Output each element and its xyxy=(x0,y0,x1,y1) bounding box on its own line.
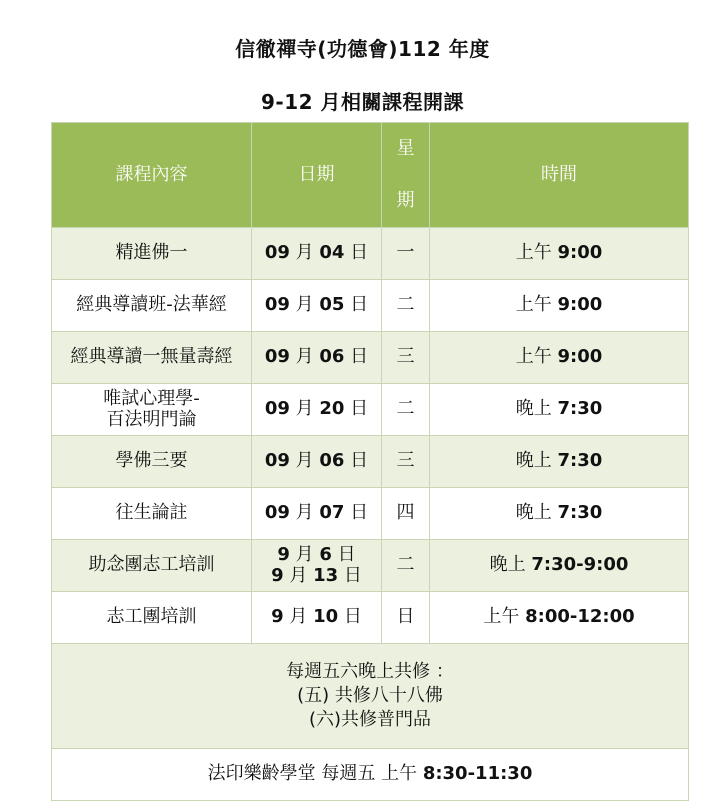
footer-time: 8:30-11:30 xyxy=(422,763,533,785)
header-time: 時間 xyxy=(430,123,689,228)
date-month-unit: 月 xyxy=(283,606,314,628)
time-period: 上午 xyxy=(515,294,558,316)
course-cell: 往生論註 xyxy=(52,488,252,540)
note-cell xyxy=(52,644,689,749)
time-period: 晚上 xyxy=(489,554,532,576)
time-period: 上午 xyxy=(515,346,558,368)
date-month: 9 xyxy=(271,564,284,586)
page-title: 信徹禪寺(功德會)112 年度 xyxy=(235,37,490,61)
date-day-unit: 日 xyxy=(344,242,369,264)
time-cell xyxy=(430,280,689,332)
date-month: 9 xyxy=(271,606,284,628)
header-weekday xyxy=(382,123,430,228)
time-value: 7:30 xyxy=(557,502,603,524)
date-line-2 xyxy=(252,566,381,587)
header-weekday-2: 期 xyxy=(396,190,415,211)
date-cell xyxy=(252,384,382,436)
course-cell: 經典導讀班-法華經 xyxy=(52,280,252,332)
page-subtitle: 9-12 月相關課程開課 xyxy=(260,90,464,114)
course-cell: 學佛三要 xyxy=(52,436,252,488)
note-line-1: 每週五六晚上共修 ： xyxy=(286,660,454,682)
weekday-cell: 二 xyxy=(382,280,430,332)
time-period: 晚上 xyxy=(515,502,558,524)
date-day: 06 xyxy=(319,450,345,472)
note-row xyxy=(52,644,689,749)
course-line-2: 百法明門論 xyxy=(106,408,197,430)
date-day-unit: 日 xyxy=(331,543,356,565)
date-day-unit: 日 xyxy=(344,502,369,524)
date-month: 09 xyxy=(264,398,290,420)
date-day-unit: 日 xyxy=(344,346,369,368)
time-value: 9:00 xyxy=(557,294,603,316)
date-month-unit: 月 xyxy=(289,543,320,565)
header-weekday-1: 星 xyxy=(396,138,415,159)
date-day-unit: 日 xyxy=(344,294,369,316)
weekday-cell: 三 xyxy=(382,332,430,384)
date-day-unit: 日 xyxy=(344,398,369,420)
note-line-3: (六)共修普門品 xyxy=(308,709,432,731)
course-line-1: 唯試心理學- xyxy=(103,387,200,409)
time-cell xyxy=(430,592,689,644)
date-month-unit: 月 xyxy=(289,502,320,524)
date-month-unit: 月 xyxy=(283,564,314,586)
date-day: 04 xyxy=(319,242,345,264)
time-value: 7:30 xyxy=(557,398,603,420)
date-day: 10 xyxy=(313,606,339,628)
course-cell: 助念團志工培訓 xyxy=(52,540,252,592)
weekday-cell: 一 xyxy=(382,228,430,280)
date-month: 09 xyxy=(264,294,290,316)
date-month: 09 xyxy=(264,242,290,264)
time-value: 7:30-9:00 xyxy=(531,554,629,576)
course-cell xyxy=(52,384,252,436)
date-month-unit: 月 xyxy=(289,294,320,316)
date-day: 13 xyxy=(313,564,339,586)
date-month: 09 xyxy=(264,502,290,524)
table-header-row xyxy=(52,123,689,228)
date-cell xyxy=(252,488,382,540)
time-cell xyxy=(430,540,689,592)
date-month-unit: 月 xyxy=(289,346,320,368)
date-day-unit: 日 xyxy=(344,450,369,472)
date-day: 06 xyxy=(319,346,345,368)
course-cell: 經典導讀一無量壽經 xyxy=(52,332,252,384)
date-cell xyxy=(252,280,382,332)
date-month-unit: 月 xyxy=(289,450,320,472)
footer-text: 法印樂齡學堂 每週五 上午 xyxy=(207,763,423,785)
date-cell xyxy=(252,228,382,280)
time-value: 9:00 xyxy=(557,346,603,368)
date-day: 6 xyxy=(319,543,332,565)
course-schedule-table xyxy=(51,122,689,801)
date-line-1 xyxy=(252,545,381,566)
weekday-cell: 日 xyxy=(382,592,430,644)
time-period: 晚上 xyxy=(515,398,558,420)
table-row xyxy=(52,280,689,332)
date-month: 9 xyxy=(277,543,290,565)
date-cell xyxy=(252,332,382,384)
table-row xyxy=(52,540,689,592)
time-value: 8:00-12:00 xyxy=(525,606,635,628)
course-cell: 精進佛一 xyxy=(52,228,252,280)
header-course: 課程內容 xyxy=(52,123,252,228)
footer-cell xyxy=(52,749,689,801)
time-value: 7:30 xyxy=(557,450,603,472)
time-cell xyxy=(430,332,689,384)
table-row xyxy=(52,592,689,644)
date-month-unit: 月 xyxy=(289,242,320,264)
footer-row xyxy=(52,749,689,801)
table-row xyxy=(52,384,689,436)
table-row xyxy=(52,332,689,384)
time-cell xyxy=(430,436,689,488)
date-cell xyxy=(252,436,382,488)
weekday-cell: 三 xyxy=(382,436,430,488)
date-day: 20 xyxy=(319,398,345,420)
time-period: 上午 xyxy=(483,606,526,628)
date-day: 07 xyxy=(319,502,345,524)
date-month: 09 xyxy=(264,450,290,472)
date-day-unit: 日 xyxy=(338,564,362,586)
weekday-cell: 四 xyxy=(382,488,430,540)
time-cell xyxy=(430,384,689,436)
table-row xyxy=(52,488,689,540)
time-cell xyxy=(430,228,689,280)
time-cell xyxy=(430,488,689,540)
weekday-cell: 二 xyxy=(382,540,430,592)
header-date: 日期 xyxy=(252,123,382,228)
date-cell xyxy=(252,592,382,644)
table-row xyxy=(52,228,689,280)
date-day: 05 xyxy=(319,294,345,316)
date-month-unit: 月 xyxy=(289,398,320,420)
date-day-unit: 日 xyxy=(338,606,362,628)
note-line-2: (五) 共修八十八佛 xyxy=(297,684,443,706)
time-period: 上午 xyxy=(515,242,558,264)
course-cell: 志工團培訓 xyxy=(52,592,252,644)
date-month: 09 xyxy=(264,346,290,368)
weekday-cell: 二 xyxy=(382,384,430,436)
table-row xyxy=(52,436,689,488)
time-period: 晚上 xyxy=(515,450,558,472)
time-value: 9:00 xyxy=(557,242,603,264)
date-cell xyxy=(252,540,382,592)
